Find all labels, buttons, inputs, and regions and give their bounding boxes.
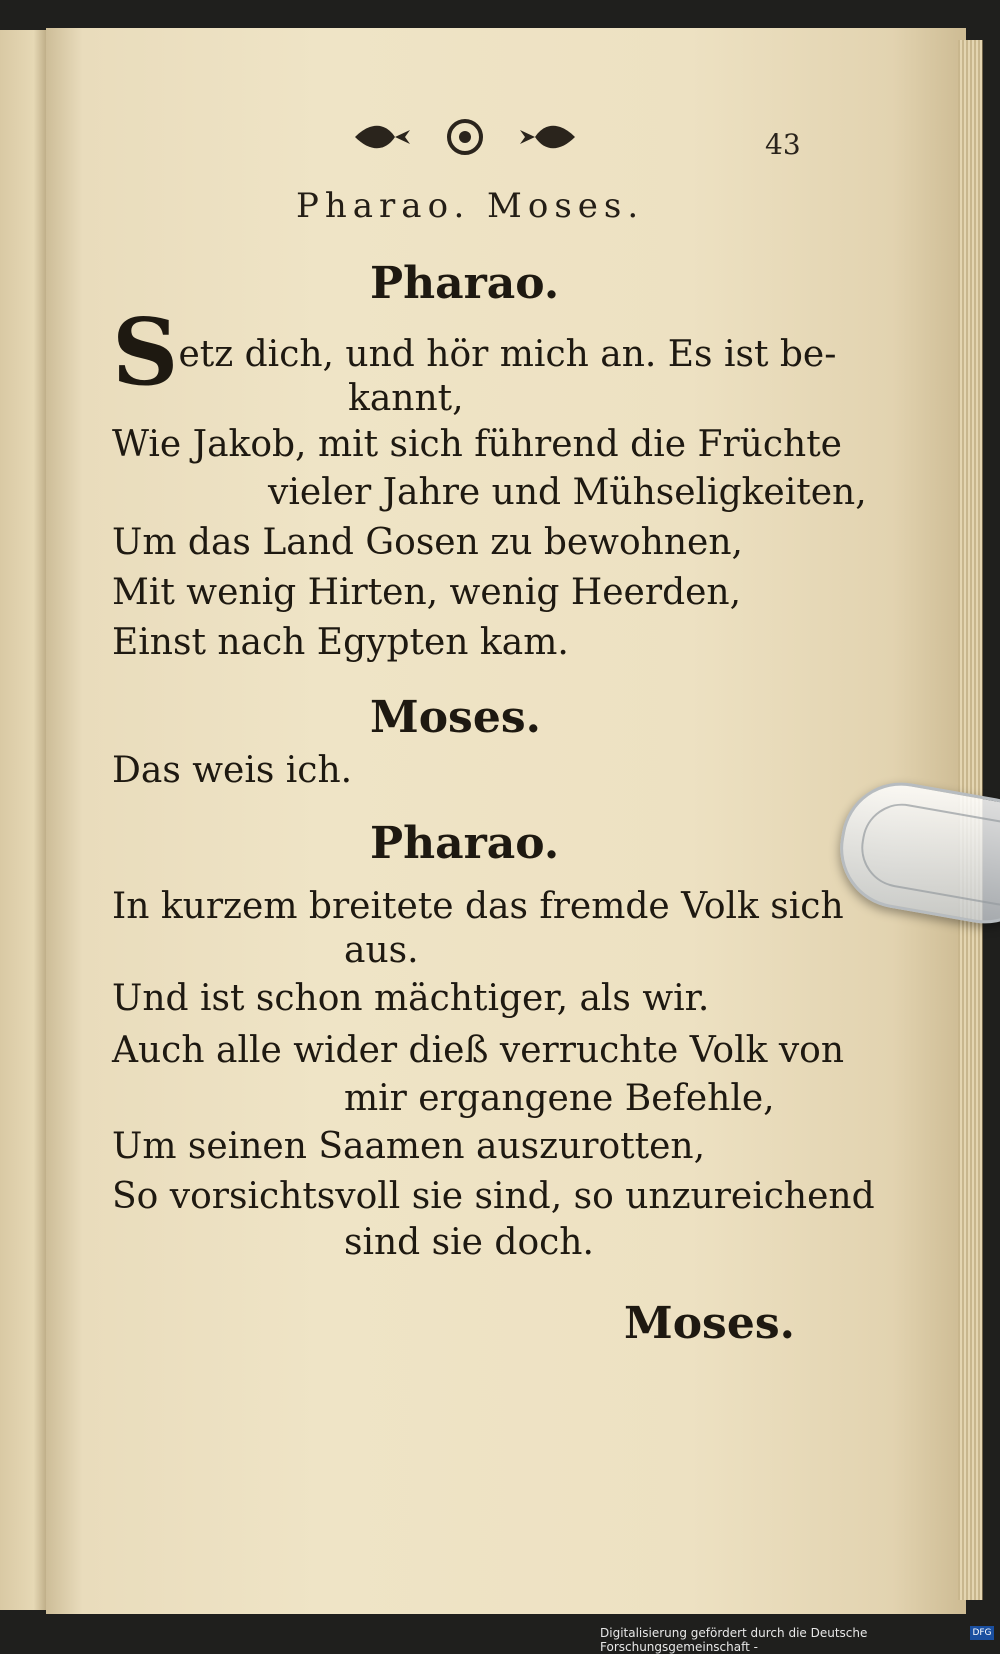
verse-line: So vorsichtsvoll sie sind, so unzureichend (112, 1176, 875, 1217)
verse-line: mir ergangene Befehle, (344, 1078, 775, 1119)
fleuron-rosette-ornament (350, 112, 580, 162)
verse-line: Mit wenig Hirten, wenig Heerden, (112, 572, 742, 613)
verse-line: Um seinen Saamen auszurotten, (112, 1126, 706, 1167)
facing-page-edge (0, 30, 50, 1610)
verse-line: Einst nach Egypten kam. (112, 622, 569, 663)
digitization-credit: Digitalisierung gefördert durch die Deutsche Forschungsgemeinschaft - (600, 1626, 868, 1654)
verse-line: kannt, (348, 378, 464, 419)
verse-line: aus. (344, 930, 419, 971)
verse-line: Wie Jakob, mit sich führend die Früchte (112, 424, 842, 465)
catchword-speaker: Moses. (624, 1298, 795, 1349)
verse-line-text: etz dich, und hör mich an. Es ist be- (178, 334, 837, 375)
page-number: 43 (765, 128, 801, 161)
speaker-heading: Pharao. (370, 258, 560, 309)
verse-line: Das weis ich. (112, 750, 353, 791)
running-head: Pharao. Moses. (296, 186, 645, 226)
speaker-heading: Pharao. (370, 818, 560, 869)
verse-line: In kurzem breitete das fremde Volk sich (112, 886, 844, 927)
dfg-logo: DFG (970, 1626, 994, 1640)
verse-line: Um das Land Gosen zu bewohnen, (112, 522, 743, 563)
verse-line: vieler Jahre und Mühseligkeiten, (268, 472, 867, 513)
verse-line: sind sie doch. (344, 1222, 594, 1263)
clip-inner-ring (855, 797, 1000, 912)
verse-line: Auch alle wider dieß verruchte Volk von (112, 1030, 845, 1071)
speaker-heading: Moses. (370, 692, 541, 743)
drop-cap: S (112, 298, 179, 406)
verse-line: Und ist schon mächtiger, als wir. (112, 978, 710, 1019)
